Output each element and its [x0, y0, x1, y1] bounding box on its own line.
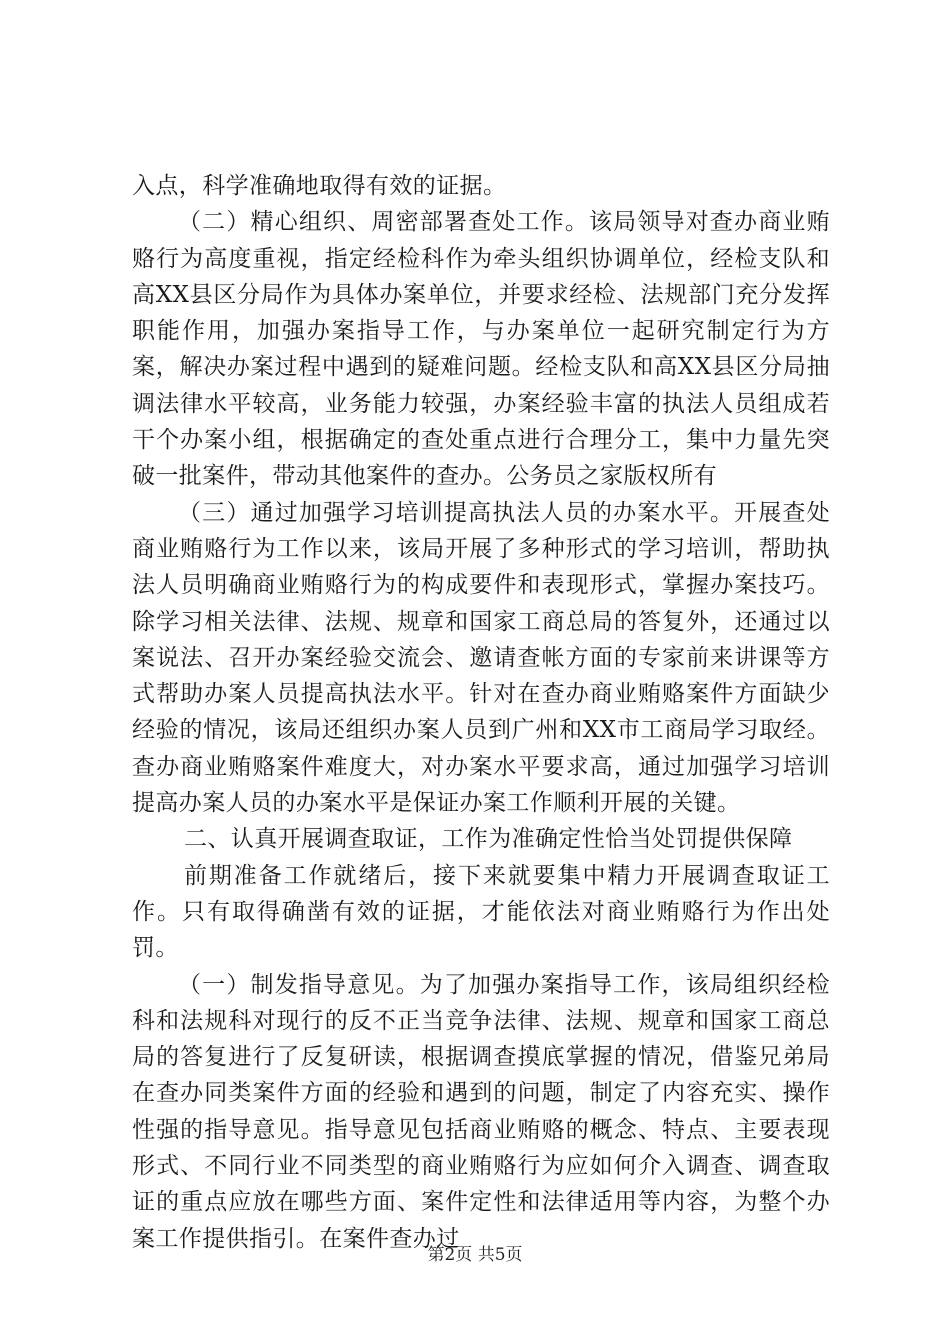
- paragraph-section-3: （三）通过加强学习培训提高执法人员的办案水平。开展查处商业贿赂行为工作以来，该局开展了多种形式的学习培训，帮助执法人员明确商业贿赂行为的构成要件和表现形式，掌握办案技巧。除学习相关法律、法规、规章和国家工商总局的答复外，还通过以案说法、召开办案经验交流会、邀请查帐方面的专家前来讲课等方式帮助办案人员提高执法水平。针对在查办商业贿赂案件方面缺少经验的情况，该局还组织办案人员到广州和XX市工商局学习取经。查办商业贿赂案件难度大，对办案水平要求高，通过加强学习培训提高办案人员的办案水平是保证办案工作顺利开展的关键。: [132, 499, 830, 817]
- paragraph-investigation-intro: 前期准备工作就绪后，接下来就要集中精力开展调查取证工作。只有取得确凿有效的证据，才能依法对商业贿赂行为作出处罚。: [132, 862, 830, 962]
- paragraph-continuation: 入点，科学准确地取得有效的证据。: [132, 173, 507, 199]
- page-number-footer: 第2页 共5页: [427, 1245, 523, 1265]
- paragraph-section-2: （二）精心组织、周密部署查处工作。该局领导对查办商业贿赂行为高度重视，指定经检科作为牵头组织协调单位，经检支队和高XX县区分局作为具体办案单位，并要求经检、法规部门充分发挥职能作用，加强办案指导工作，与办案单位一起研究制定行为方案，解决办案过程中遇到的疑难问题。经检支队和高XX县区分局抽调法律水平较高，业务能力较强，办案经验丰富的执法人员组成若干个办案小组，根据确定的查处重点进行合理分工，集中力量先突破一批案件，带动其他案件的查办。公务员之家版权所有: [132, 209, 830, 490]
- section-heading-2: 二、认真开展调查取证，工作为准确定性恰当处罚提供保障: [184, 826, 793, 853]
- document-body: [132, 168, 830, 1257]
- paragraph-guidance-opinion: （一）制发指导意见。为了加强办案指导工作，该局组织经检科和法规科对现行的反不正当竞争法律、法规、规章和国家工商总局的答复进行了反复研读，根据调查摸底掌握的情况，借鉴兄弟局在查办同类案件方面的经验和遇到的问题，制定了内容充实、操作性强的指导意见。指导意见包括商业贿赂的概念、特点、主要表现形式、不同行业不同类型的商业贿赂行为应如何介入调查、调查取证的重点应放在哪些方面、案件定性和法律适用等内容，为整个办案工作提供指引。在案件查办过: [132, 971, 830, 1252]
